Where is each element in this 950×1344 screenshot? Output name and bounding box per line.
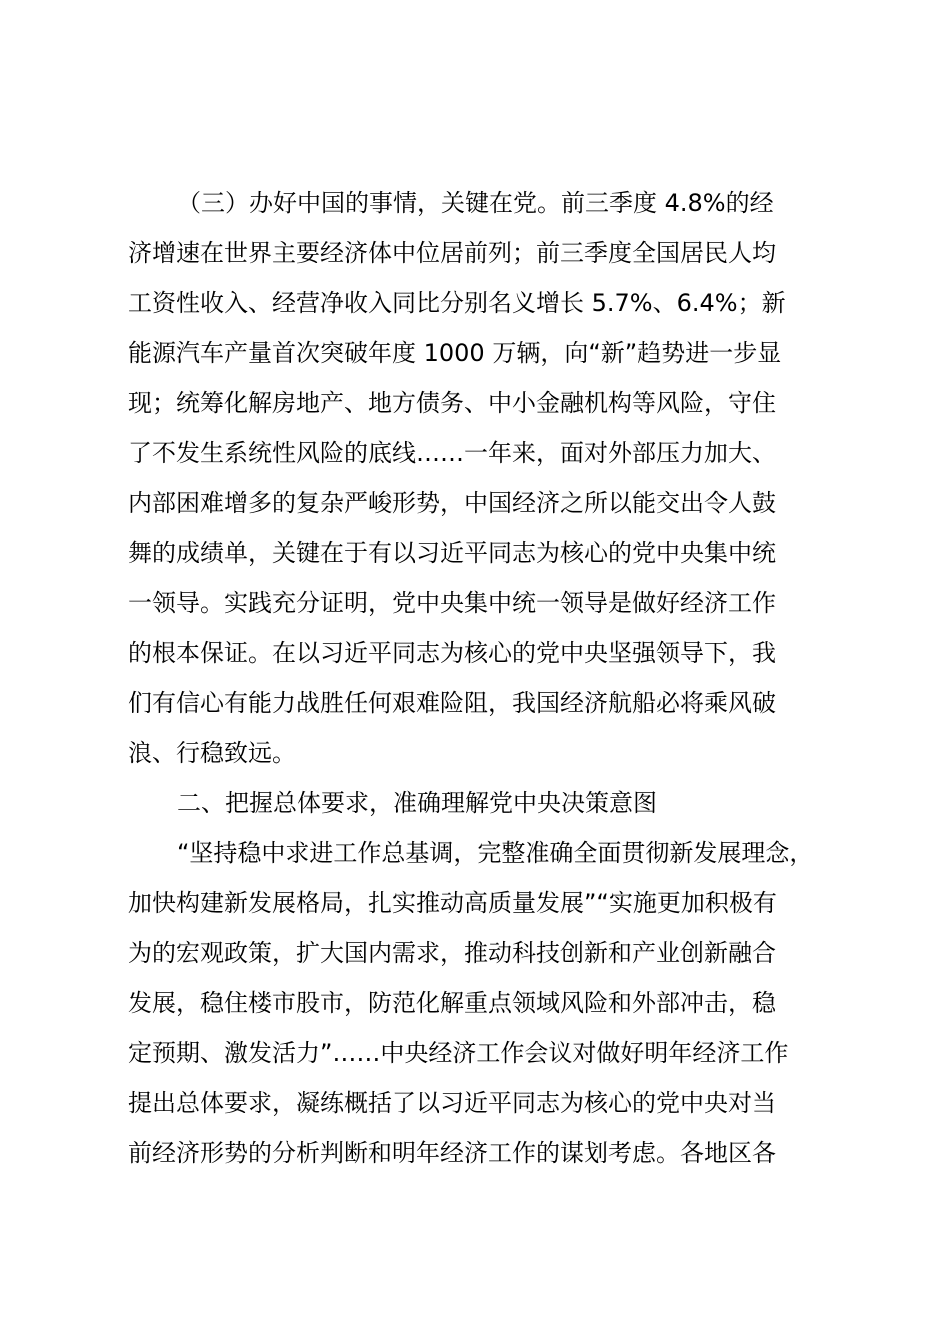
paragraph-2-line-5: 定预期、激发活力”……中央经济工作会议对做好明年经济工作	[128, 1039, 789, 1067]
paragraph-1-line-5: 现；统筹化解房地产、地方债务、中小金融机构等风险，守住	[128, 389, 776, 417]
paragraph-2-line-2: 加快构建新发展格局，扎实推动高质量发展”“实施更加积极有	[128, 889, 777, 917]
paragraph-1-line-2: 济增速在世界主要经济体中位居前列；前三季度全国居民人均	[128, 239, 776, 267]
paragraph-1-line-11: 们有信心有能力战胜任何艰难险阻，我国经济航船必将乘风破	[128, 689, 776, 717]
paragraph-1-line-6: 了不发生系统性风险的底线……一年来，面对外部压力加大、	[128, 439, 776, 467]
paragraph-2-line-7: 前经济形势的分析判断和明年经济工作的谋划考虑。各地区各	[128, 1139, 776, 1167]
paragraph-1-line-12: 浪、行稳致远。	[128, 739, 296, 767]
paragraph-1-line-3: 工资性收入、经营净收入同比分别名义增长 5.7%、6.4%；新	[128, 289, 786, 317]
paragraph-1-line-7: 内部困难增多的复杂严峻形势，中国经济之所以能交出令人鼓	[128, 489, 776, 517]
paragraph-2-line-4: 发展，稳住楼市股市，防范化解重点领域风险和外部冲击，稳	[128, 989, 776, 1017]
paragraph-2-line-3: 为的宏观政策，扩大国内需求，推动科技创新和产业创新融合	[128, 939, 776, 967]
paragraph-1-line-1: （三）办好中国的事情，关键在党。前三季度 4.8%的经	[177, 189, 774, 217]
paragraph-1-line-4: 能源汽车产量首次突破年度 1000 万辆，向“新”趋势进一步显	[128, 339, 782, 367]
paragraph-1-line-10: 的根本保证。在以习近平同志为核心的党中央坚强领导下，我	[128, 639, 776, 667]
paragraph-1-line-8: 舞的成绩单，关键在于有以习近平同志为核心的党中央集中统	[128, 539, 776, 567]
section-heading: 二、把握总体要求，准确理解党中央决策意图	[177, 789, 657, 817]
paragraph-1-line-9: 一领导。实践充分证明，党中央集中统一领导是做好经济工作	[128, 589, 776, 617]
paragraph-2-line-1: “坚持稳中求进工作总基调，完整准确全面贯彻新发展理念，	[177, 839, 814, 867]
paragraph-2-line-6: 提出总体要求，凝练概括了以习近平同志为核心的党中央对当	[128, 1089, 776, 1117]
